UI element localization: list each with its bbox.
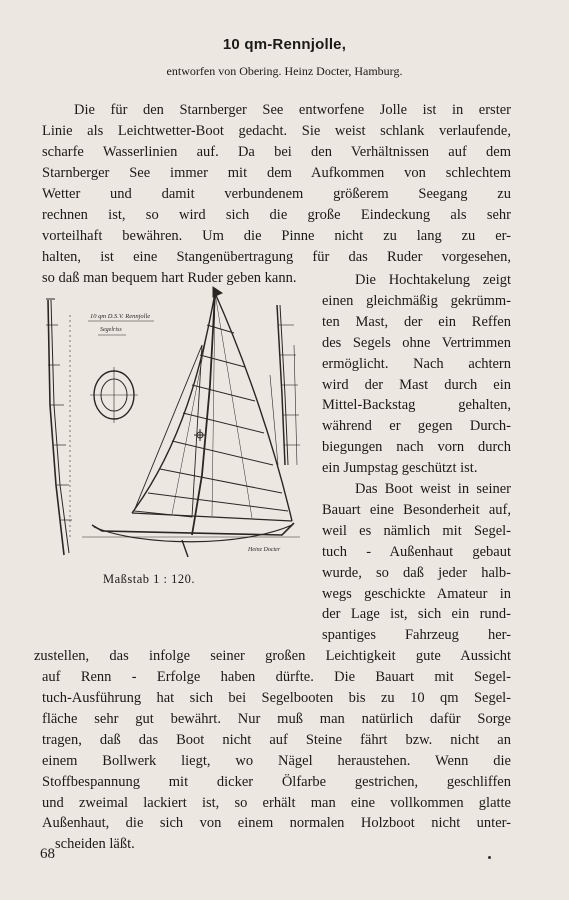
- body-line: Stoffbespannung mit dicker Ölfarbe gestrichen, geschliffen: [42, 773, 511, 790]
- body-line: wurde, so daß jeder halb-: [322, 564, 511, 581]
- body-line: Linie als Leichtwetter-Boot gedacht. Sie weist schlank verlaufende,: [42, 123, 511, 139]
- body-line: scharfe Wasserlinien auf. Da bei den Verhältnissen auf dem: [42, 144, 511, 160]
- body-line: der Lage ist, sich ein rund-: [322, 606, 511, 623]
- body-line: Die für den Starnberger See entworfene Jolle ist in erster: [74, 102, 511, 118]
- body-line: Starnberger See immer mit dem Aufkommen von schlechtem: [42, 165, 511, 181]
- body-line: Mittel-Backstag gehalten,: [322, 397, 511, 414]
- body-line: Bauart eine Besonderheit auf,: [322, 501, 511, 518]
- body-line: wegs geschickte Amateur in: [322, 585, 511, 602]
- body-line: Die Hochtakelung zeigt: [355, 272, 511, 288]
- body-line: und zweimal lackiert ist, so erhält man eine vollkommen glatte: [42, 794, 511, 811]
- body-line: zustellen, das infolge seiner großen Leichtigkeit gute Aussicht: [34, 648, 511, 665]
- body-line: spantiges Fahrzeug her-: [322, 627, 511, 644]
- body-line: vorteilhaft bewähren. Um die Pinne nicht zu lang zu er-: [42, 228, 511, 244]
- body-line: biegungen nach vorn durch: [322, 439, 511, 456]
- body-line: fläche sehr gut bewährt. Nur muß man natürlich dafür Sorge: [42, 710, 511, 727]
- figure-caption: Maßstab 1 : 120.: [103, 572, 196, 586]
- drawing-title: 10 qm D.S.V. Rennjolle: [90, 313, 151, 320]
- body-line: halten, ist eine Stangenübertragung für das Ruder vorgesehen,: [42, 249, 511, 265]
- body-line: tuch-Ausführung hat sich bei Segelbooten bis zu 10 qm Segel-: [42, 690, 511, 706]
- article-title: 10 qm-Rennjolle,: [222, 36, 347, 53]
- body-line: des Segels ohne Vertrimmen: [322, 334, 511, 351]
- body-line: während er gegen Durch-: [322, 418, 511, 435]
- body-line: einen gleichmäßig gekrümm-: [322, 292, 511, 309]
- body-line: rechnen ist, so wird sich die große Eindeckung als sehr: [42, 207, 511, 223]
- body-line: auf Renn - Erfolge haben dürfte. Die Bauart mit Segel-: [42, 669, 511, 686]
- sail-plan-drawing: [42, 285, 312, 575]
- body-line: ermöglicht. Nach achtern: [322, 355, 511, 372]
- body-line: so daß man bequem hart Ruder geben kann.: [42, 270, 297, 286]
- designer-signature: Heinz Docter: [248, 547, 281, 553]
- body-line: tragen, daß das Boot nicht auf Steine fährt bzw. nicht an: [42, 731, 511, 748]
- body-line: tuch - Außenhaut gebaut: [322, 543, 511, 560]
- body-line: weil es nämlich mit Segel-: [322, 522, 511, 539]
- body-line: scheiden läßt.: [55, 836, 135, 853]
- body-line: Außenhaut, die sich von einem normalen Holzboot nicht unter-: [42, 815, 511, 832]
- body-line: ein Jumpstag geschützt ist.: [322, 460, 478, 477]
- print-speck: [488, 856, 491, 859]
- drawing-subtitle: Segelriss: [100, 327, 122, 333]
- article-byline: entworfen von Obering. Heinz Docter, Hamburg.: [166, 64, 403, 78]
- body-line: wird der Mast durch ein: [322, 376, 511, 393]
- body-line: Wetter und damit verbundenem größerem Seegang zu: [42, 186, 511, 202]
- body-line: einem Bollwerk liegt, wo Nägel heraustehen. Wenn die: [42, 752, 511, 769]
- page-number: 68: [40, 846, 55, 862]
- body-line: Das Boot weist in seiner: [355, 481, 511, 497]
- body-line: ten Mast, der ein Reffen: [322, 313, 511, 330]
